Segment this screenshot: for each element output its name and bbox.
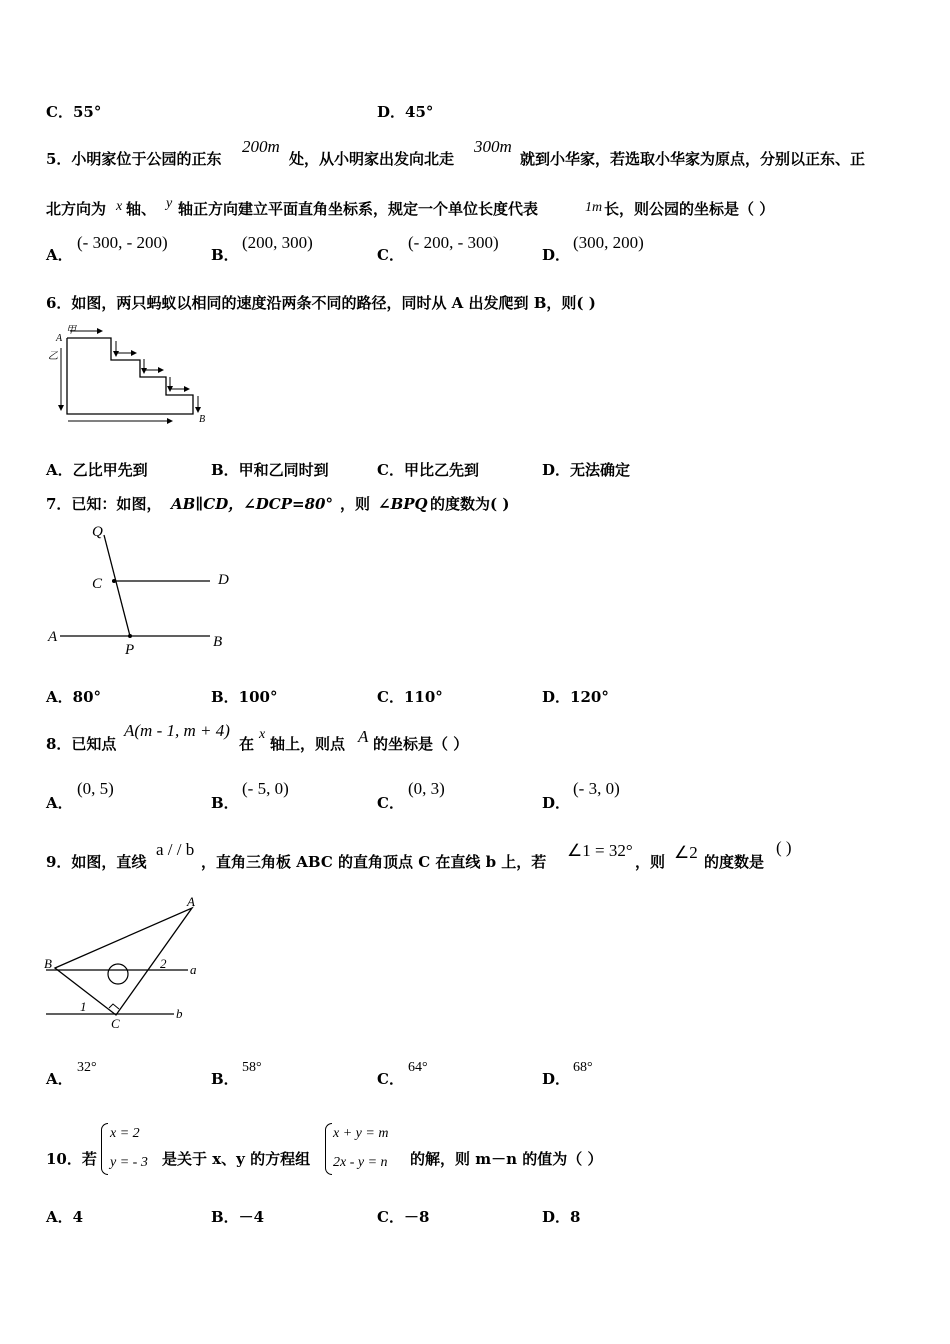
q5-option-b-label: B． — [211, 246, 239, 264]
q10-sys1-l2: y = - 3 — [110, 1155, 148, 1170]
option-c-prev: C．55° — [46, 103, 102, 121]
q6-label-jia: 甲 — [66, 325, 76, 336]
q10-brace-2 — [325, 1123, 332, 1175]
q8-x-var: x — [259, 727, 266, 742]
q9-stem-d: 的度数是 — [704, 853, 765, 871]
q9-option-a-label: A． — [46, 1070, 73, 1088]
q9-label-2: 2 — [160, 956, 167, 971]
q10-end: 的解，则 m－n 的值为（ ） — [410, 1150, 603, 1168]
q5-dist2: 300m — [474, 137, 512, 156]
q6-option-b: B．甲和乙同时到 — [211, 461, 329, 479]
q9-option-c-value: 64° — [408, 1060, 428, 1075]
q7-label-d: D — [218, 572, 229, 588]
q5-line2-d: 长，则公园的坐标是（ ） — [604, 200, 775, 218]
q5-option-d-label: D． — [542, 246, 571, 264]
q7-stem-d: ∠BPQ — [378, 495, 428, 513]
q6-option-c: C．甲比乙先到 — [377, 461, 479, 479]
q7-label-a: A — [48, 629, 58, 645]
q9-label-1: 1 — [80, 999, 87, 1014]
q8-a-var: A — [358, 727, 369, 746]
q5-option-b-value: (200, 300) — [242, 233, 313, 252]
q10-option-d: D．8 — [542, 1208, 581, 1226]
q5-option-a-value: (- 300, - 200) — [77, 233, 168, 252]
q5-option-a-label: A． — [46, 246, 73, 264]
q8-option-b-value: (- 5, 0) — [242, 779, 289, 798]
line-pq — [104, 535, 130, 636]
q9-option-d-value: 68° — [573, 1060, 593, 1075]
option-d-prev: D．45° — [377, 103, 434, 121]
q9-paren: ( ) — [776, 838, 792, 857]
q8-option-a-value: (0, 5) — [77, 779, 114, 798]
q6-label-yi: 乙 — [48, 351, 58, 362]
q10-option-b: B．－4 — [211, 1208, 265, 1226]
q5-line2-c: 轴正方向建立平面直角坐标系，规定一个单位长度代表 — [178, 200, 539, 218]
q8-option-c-value: (0, 3) — [408, 779, 445, 798]
q7-option-b: B．100° — [211, 688, 278, 706]
q7-option-a: A．80° — [46, 688, 102, 706]
q10-brace-1 — [101, 1123, 108, 1175]
q8-option-c-label: C． — [377, 794, 404, 812]
q7-label-b: B — [213, 634, 223, 650]
q6-stem: 6．如图，两只蚂蚁以相同的速度沿两条不同的路径，同时从 A 出发爬到 B，则( ) — [46, 294, 596, 312]
q7-label-p: P — [125, 642, 135, 658]
q8-stem-a: 8．已知点 — [46, 735, 117, 753]
q10-num: 10．若 — [46, 1150, 97, 1168]
q10-sys2-l2: 2x - y = n — [333, 1155, 388, 1170]
q5-option-c-label: C． — [377, 246, 404, 264]
q9-label-c: C — [111, 1016, 120, 1031]
q9-option-d-label: D． — [542, 1070, 571, 1088]
q7-label-q: Q — [92, 524, 103, 540]
q9-stem-a: 9．如图，直线 — [46, 853, 147, 871]
q9-option-b-label: B． — [211, 1070, 239, 1088]
q7-option-c: C．110° — [377, 688, 443, 706]
q10-option-c: C．－8 — [377, 1208, 430, 1226]
q5-line2-b: 轴、 — [126, 200, 157, 218]
q9-label-line-b: b — [176, 1006, 183, 1021]
q10-mid: 是关于 x、y 的方程组 — [162, 1150, 311, 1168]
q10-sys1-l1: x = 2 — [110, 1126, 140, 1141]
q5-stem-part2: 处，从小明家出发向北走 — [289, 150, 455, 168]
q9-figure — [40, 890, 215, 1035]
q9-option-c-label: C． — [377, 1070, 404, 1088]
q10-sys2-l1: x + y = m — [333, 1126, 389, 1141]
q8-option-d-label: D． — [542, 794, 571, 812]
staircase-shape — [67, 338, 193, 414]
triangle-abc — [55, 908, 192, 1015]
q9-ab: a / / b — [156, 840, 195, 859]
q6-option-d: D．无法确定 — [542, 461, 631, 479]
q5-dist1: 200m — [242, 137, 280, 156]
q5-stem-part1: 5．小明家位于公园的正东 — [46, 150, 222, 168]
q9-label-line-a: a — [190, 962, 197, 977]
q10-option-a: A．4 — [46, 1208, 84, 1226]
q7-stem-b: AB∥CD，∠DCP=80° — [171, 495, 333, 513]
q9-label-b: B — [44, 956, 52, 971]
q5-x-var: x — [116, 199, 123, 214]
q6-option-a: A．乙比甲先到 — [46, 461, 148, 479]
q9-option-b-value: 58° — [242, 1060, 262, 1075]
q8-option-b-label: B． — [211, 794, 239, 812]
q8-option-a-label: A． — [46, 794, 73, 812]
q6-figure — [44, 322, 216, 428]
q9-label-a: A — [187, 894, 195, 909]
q8-stem-d: 的坐标是（ ） — [373, 735, 469, 753]
q7-stem-e: 的度数为( ) — [430, 495, 510, 513]
q7-figure — [44, 520, 239, 660]
q8-option-d-value: (- 3, 0) — [573, 779, 620, 798]
q5-y-var: y — [166, 196, 173, 211]
q7-stem-a: 7．已知：如图， — [46, 495, 162, 513]
q8-point: A(m - 1, m + 4) — [124, 721, 230, 740]
q9-option-a-value: 32° — [77, 1060, 97, 1075]
q9-stem-b: ，直角三角板 ABC 的直角顶点 C 在直线 b 上，若 — [201, 853, 547, 871]
q5-unit: 1m — [585, 200, 603, 215]
q7-option-d: D．120° — [542, 688, 609, 706]
q5-option-c-value: (- 200, - 300) — [408, 233, 499, 252]
q9-stem-c: ，则 — [635, 853, 666, 871]
q7-label-c: C — [92, 576, 103, 592]
q8-stem-c: 轴上，则点 — [270, 735, 346, 753]
q9-angle1: ∠1 = 32° — [567, 841, 633, 860]
q8-stem-b: 在 — [239, 735, 255, 753]
q9-angle2: ∠2 — [674, 843, 698, 862]
q5-line2-a: 北方向为 — [46, 200, 107, 218]
q7-stem-c: ，则 — [340, 495, 371, 513]
q5-stem-part3: 就到小华家，若选取小华家为原点，分别以正东、正 — [520, 150, 866, 168]
q6-label-a: A — [56, 333, 63, 344]
q6-label-b: B — [199, 414, 206, 425]
q5-option-d-value: (300, 200) — [573, 233, 644, 252]
